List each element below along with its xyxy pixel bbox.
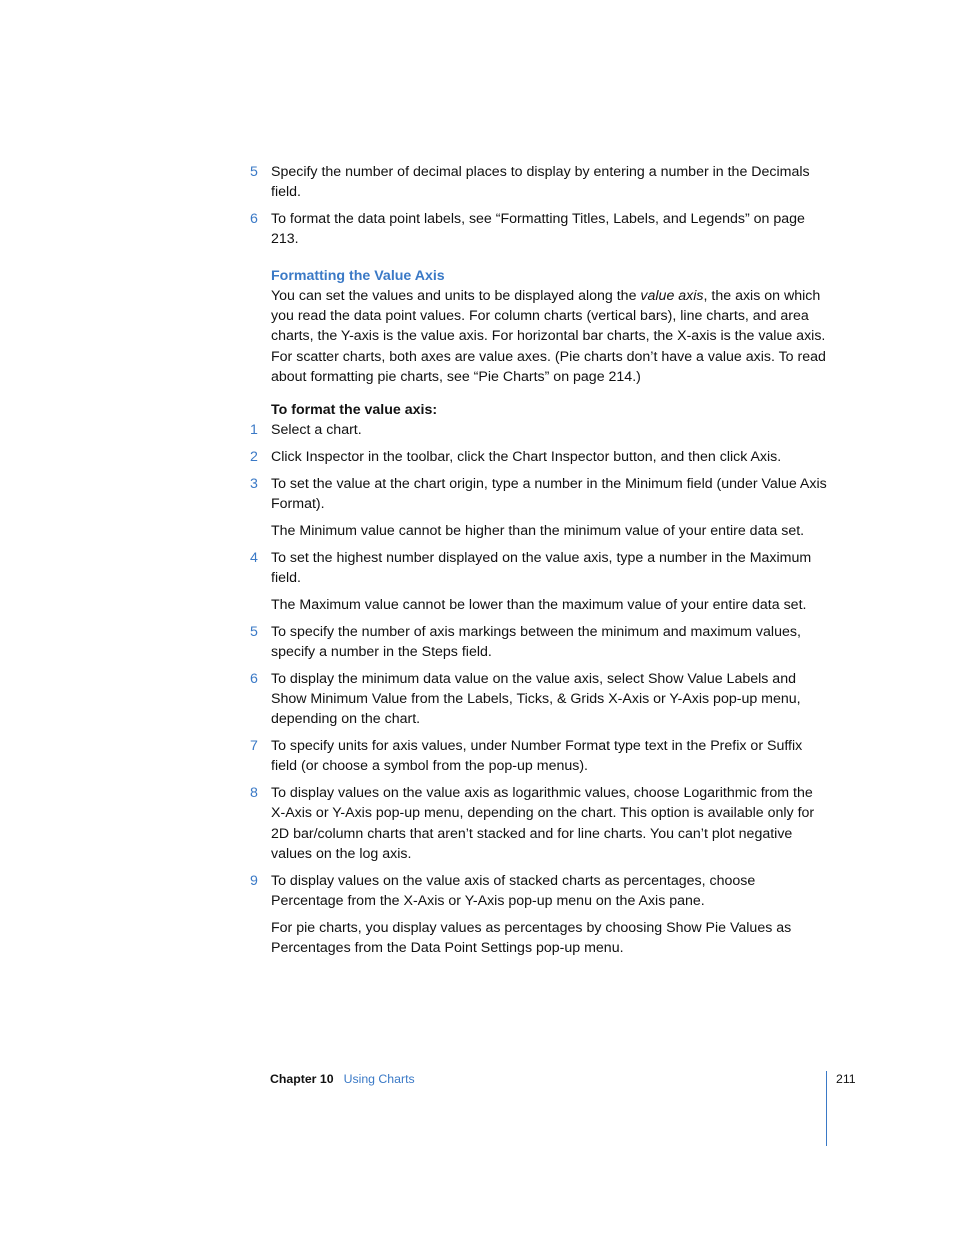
step-number: 9 <box>250 872 258 889</box>
step-number: 5 <box>250 623 258 640</box>
step-number: 5 <box>250 164 258 180</box>
step-number: 6 <box>250 670 258 687</box>
step-item <box>250 783 830 864</box>
step-note: For pie charts, you display values as percentages by choosing Show Pie Values as Percentages from the Data Point Settings pop-up menu. <box>271 919 792 957</box>
footer-chapter: Chapter 10 <box>270 1072 334 1086</box>
step-item <box>250 162 830 203</box>
step-item <box>250 447 830 467</box>
section-heading: Formatting the Value Axis <box>271 267 445 284</box>
step-item <box>250 736 830 777</box>
page-content <box>250 162 830 965</box>
section-body-end: , the axis on which you read the data point values. For column charts (vertical bars), line charts, and area charts, the Y-axis is the value axis. For horizontal bar charts, the X-axis is the value axis. For scatter charts, both axes are value axes. (Pie charts don’t have a value axis. To read about formatting pie charts, see “Pie Charts” on page 214.) <box>271 287 826 385</box>
step-item <box>250 669 830 730</box>
step-number: 6 <box>250 211 258 228</box>
step-note: The Maximum value cannot be lower than the maximum value of your entire data set. <box>271 596 807 613</box>
step-number: 3 <box>250 475 258 492</box>
step-text: To display values on the value axis as logarithmic values, choose Logarithmic from the X-Axis or Y-Axis pop-up menu, depending on the chart. This option is available only for 2D bar/column charts that aren’t stacked and for line charts. You can’t plot negative values on the log axis. <box>271 785 815 863</box>
page-footer <box>270 1072 415 1086</box>
section-body-italic: value axis <box>640 287 704 304</box>
step-item <box>250 474 830 515</box>
step-number: 4 <box>250 549 258 566</box>
task-title: To format the value axis: <box>271 402 438 419</box>
step-text: To set the value at the chart origin, type a number in the Minimum field (under Value Axis Format). <box>271 475 827 513</box>
step-text: To specify the number of axis markings between the minimum and maximum values, specify a number in the Steps field. <box>271 623 801 660</box>
footer-divider <box>826 1071 827 1146</box>
step-item <box>250 420 830 440</box>
page-number: 211 <box>836 1072 856 1086</box>
step-note: The Minimum value cannot be higher than the minimum value of your entire data set. <box>271 522 805 539</box>
step-item <box>250 209 830 250</box>
step-text: To format the data point labels, see “Formatting Titles, Labels, and Legends” on page 213. <box>271 211 805 248</box>
step-number: 2 <box>250 448 258 465</box>
step-item <box>250 548 830 589</box>
step-item <box>250 622 830 663</box>
step-text: To set the highest number displayed on the value axis, type a number in the Maximum field. <box>271 549 812 586</box>
section-body-start: You can set the values and units to be displayed along the <box>271 287 641 304</box>
step-text: Specify the number of decimal places to display by entering a number in the Decimals field. <box>271 164 810 201</box>
step-text: To display the minimum data value on the value axis, select Show Value Labels and Show Minimum Value from the Labels, Ticks, & Grids X-Axis or Y-Axis pop-up menu, depending on the chart. <box>271 670 801 728</box>
footer-chapter-title: Using Charts <box>343 1072 415 1086</box>
step-item <box>250 871 830 912</box>
step-text: To display values on the value axis of stacked charts as percentages, choose Percentage from the X-Axis or Y-Axis pop-up menu on the Axis pane. <box>271 872 756 910</box>
step-number: 7 <box>250 738 258 755</box>
step-number: 1 <box>250 422 258 439</box>
step-number: 8 <box>250 785 258 802</box>
step-text: Select a chart. <box>271 422 362 439</box>
section-body <box>250 286 830 387</box>
step-text: Click Inspector in the toolbar, click the Chart Inspector button, and then click Axis. <box>271 448 782 465</box>
step-text: To specify units for axis values, under Number Format type text in the Prefix or Suffix field (or choose a symbol from the pop-up menus). <box>271 738 803 775</box>
